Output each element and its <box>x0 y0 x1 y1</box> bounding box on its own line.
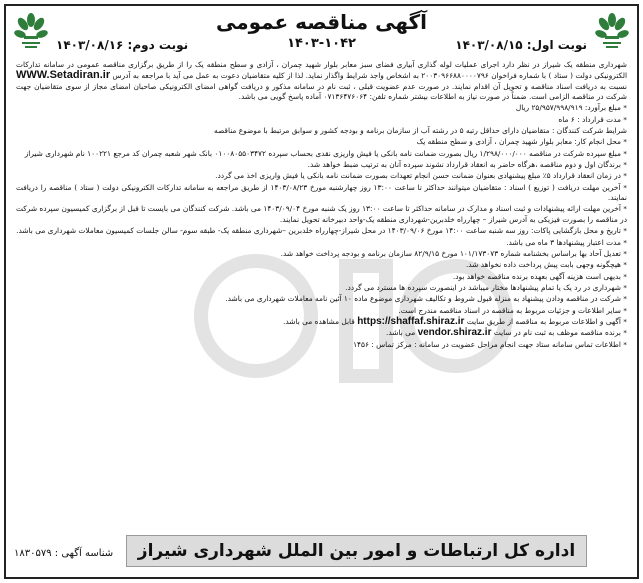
setadiran-link[interactable]: WWW.Setadiran.ir <box>16 69 111 82</box>
ad-id: شناسه آگهی : ۱۸۳۰۵۷۹ <box>14 548 114 559</box>
list-item: شرایط شرکت کنندگان : متقاضیان دارای حداقل رتبه ۵ در رشته آب از سازمان برنامه و بودجه کشور و سوابق مرتبط با موضوع مناقصه <box>214 126 627 136</box>
vendor-suffix: می باشد. <box>386 328 416 338</box>
list-item: * تاریخ و محل بازگشایی پاکات: روز سه شنبه ساعت ۱۴:۰۰ مورخ ۱۴۰۳/۰۹/۰۶ در محل شیراز-چهارراه خلدبرین –شهرداری منطقه یک- طبقه سوم- سالن جلسات کمیسیون معاملات شهرداری می باشد. <box>16 226 627 236</box>
notice-body <box>16 60 627 511</box>
shaffaf-prefix: * آگهی و اطلاعات مربوط به مناقصه از طریق سایت <box>466 316 627 326</box>
second-turn-date: نوبت دوم: ۱۴۰۳/۰۸/۱۶ <box>56 38 189 52</box>
list-item: * شهرداری در رد یک یا تمام پیشنهادها مختار میباشد در اینصورت سپرده ها مسترد می گردد. <box>345 282 627 292</box>
vendor-link[interactable]: vendor.shiraz.ir <box>417 327 492 339</box>
vendor-item <box>16 328 627 338</box>
list-item: * آخرین مهلت ارائه پیشنهادات و ثبت اسناد و مدارک در سامانه حداکثر تا ساعت ۱۳:۰۰ روز یک شنبه مورخ ۱۴۰۳/۰۹/۰۴ می باشد. شرکت کنندگان می بایست تا قبل از برگزاری کمیسیون سپرده شرکت در مناقصه را بصورت فیزیکی به آدرس شیراز – چهارراه خلدبرین-شهرداری منطقه یک-واحد دبیرخانه تحویل نمایند. <box>16 204 627 224</box>
notice-frame <box>4 4 639 579</box>
ad-number: ۱۴۰۳-۱۰۴۲ <box>287 36 356 51</box>
list-item: * در زمان انعقاد قرارداد ۵٪ مبلغ پیشنهادی بعنوان ضمانت حسن انجام تعهدات بصورت ضمانت نامه بانکی یا فیش واریزی اخذ می گردد. <box>215 171 627 181</box>
list-item: * مبلغ سپرده شرکت در مناقصه ۱/۲۹۸/۰۰۰/۰۰۰ ریال بصورت ضمانت نامه بانکی یا فیش واریزی نقدی بحساب سپرده ۰۱۰۰۸۰۵۵۰۳۴۷۲ بانک شهر شعبه چمران کد مرجع ۱۰۰۲۲۱ نام شهرداری شیراز <box>24 148 627 158</box>
vendor-prefix: * برنده مناقصه موظف به ثبت نام در سایت <box>493 328 627 338</box>
shaffaf-suffix: قابل مشاهده می باشد. <box>283 316 355 326</box>
notice-title: آگهی مناقصه عمومی <box>215 10 428 34</box>
list-item: * تعدیل آحاد بها براساس بخشنامه شماره ۱۰۱/۱۷۳۰۷۳ مورخ ۸۲/۹/۱۵ سازمان برنامه و بودجه پرداخت خواهد شد. <box>280 248 627 258</box>
shaffaf-link[interactable]: https://shaffaf.shiraz.ir <box>357 315 465 327</box>
intro-paragraph <box>16 60 627 102</box>
intro-text-1: شهرداری منطقه یک شیراز در نظر دارد اجرای عملیات لوله گذاری آبیاری فضای سبز معابر بلوار شهید چمران ، آزادی و سطح منطقه یک را از طریق برگزاری مناقصه عمومی در سامانه تدارکات الکترونیکی دولت ( ستاد ) با شماره فراخوان ۲۰۰۳۰۹۶۶۸۸۰۰۰۰۷۹۶ به اشخاص واجد شرایط واگذار نماید. لذا از کلیه متقاضیان دعوت به عمل می آید با مراجعه به آدرس <box>16 60 627 81</box>
list-item: * بدیهی است هزینه آگهی بعهده برنده مناقصه خواهد بود. <box>452 271 627 281</box>
list-item: * سایر اطلاعات و جزئیات مربوط به مناقصه در اسناد مناقصه مندرج است. <box>398 305 627 315</box>
list-item: * شرکت در مناقصه ودادن پیشنهاد به منزله قبول شروط و تکالیف شهرداری موضوع ماده ۱۰ آئین نامه معاملات شهرداری می باشد. <box>225 294 627 304</box>
list-item: * مدت اعتبار پیشنهادها ۳ ماه می باشد. <box>506 237 627 247</box>
shaffaf-item <box>16 317 627 327</box>
list-item: * آخرین مهلت دریافت ( توزیع ) اسناد : متقاضیان میتوانند حداکثر تا ساعت ۱۳:۰۰ روز چهارشنبه مورخ ۱۴۰۳/۰۸/۲۳ از طریق مراجعه به سامانه تدارکات الکترونیکی دولت ( ستاد ) مناقصه را دریافت نمایند. <box>16 182 627 203</box>
list-item: * مدت قرارداد : ۶ ماه <box>558 114 627 124</box>
list-item: * محل انجام کار: معابر بلوار شهید چمران ، آزادی و سطح منطقه یک <box>416 137 627 147</box>
list-item: * هیچگونه وجهی بابت پیش پرداخت داده نخواهد شد. <box>465 260 627 270</box>
list-item: * مبلغ برآورد: ۲۵/۹۵۷/۹۹۸/۹۱۹ ریال <box>515 103 627 113</box>
list-item: * برندگان اول و دوم مناقصه ،هرگاه حاضر به انعقاد قرارداد نشوند سپرده آنان به ترتیب ضبط خواهد شد. <box>307 160 627 170</box>
footer-department-banner: اداره کل ارتباطات و امور بین الملل شهرداری شیراز <box>126 535 587 567</box>
contact-item: * اطلاعات تماس سامانه ستاد جهت انجام مراحل عضویت در سامانه : مرکز تماس : ۱۴۵۶ <box>353 339 627 349</box>
first-turn-date: نوبت اول: ۱۴۰۳/۰۸/۱۵ <box>455 38 587 52</box>
intro-text-2: نسبت به دریافت اسناد مناقصه و تحویل آن اقدام نمایند. در صورت عدم عضویت قبلی ، ثبت نام در سامانه مذکور و دریافت گواهی امضای الکترونیکی صاحبان امضای مجاز از سوی متقاضیان جهت شرکت در مناقصه الزامی است. ضمناً در صورت نیاز به اطلاعات بیشتر شماره تلفن: ۰۷۱۳۶۴۷۶۰۶۴ آماده پاسخ گویی می باشد. <box>16 81 627 102</box>
